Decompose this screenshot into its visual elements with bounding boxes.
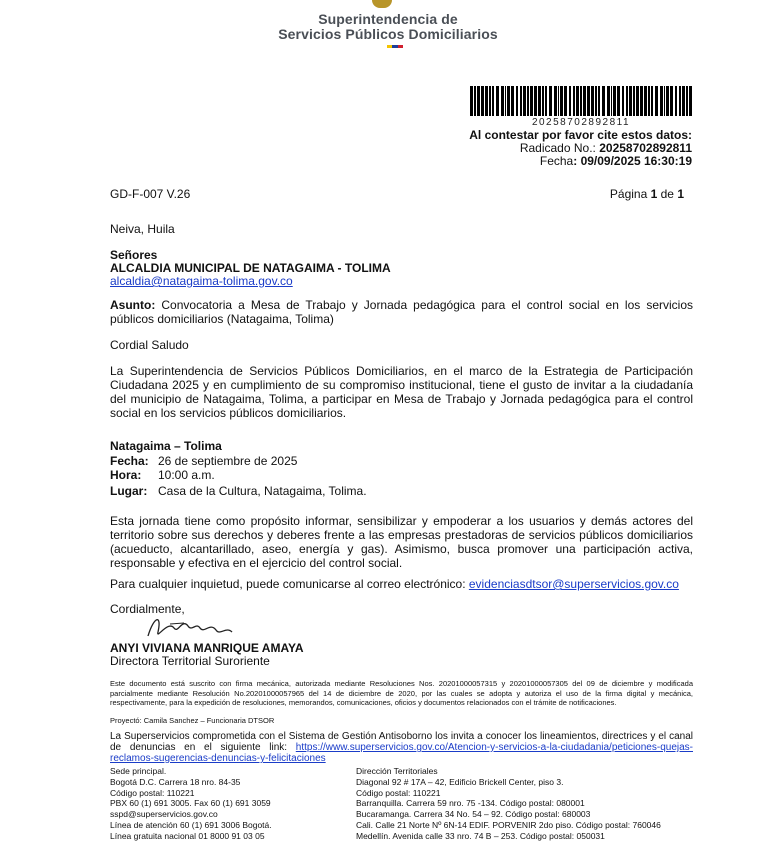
subject xyxy=(110,298,693,326)
contact-line xyxy=(110,577,679,591)
barcode-bar xyxy=(554,86,557,116)
barcode-bar xyxy=(622,86,624,116)
barcode-bar xyxy=(523,86,526,116)
footer-right xyxy=(356,766,696,842)
barcode xyxy=(470,86,692,116)
barcode-bar xyxy=(573,86,575,116)
barcode-bar xyxy=(580,86,582,116)
footer-right-line: Código postal: 110221 xyxy=(356,787,441,798)
barcode-bar xyxy=(587,86,590,116)
barcode-bar xyxy=(602,86,605,116)
barcode-bar xyxy=(538,86,541,116)
barcode-bar xyxy=(598,86,600,116)
barcode-bar xyxy=(481,86,484,116)
page-number xyxy=(610,187,684,201)
barcode-bar xyxy=(651,86,653,116)
fecha-line xyxy=(540,154,692,168)
event-date-row xyxy=(110,454,297,468)
barcode-bar xyxy=(511,86,514,116)
greeting: Cordial Saludo xyxy=(110,338,189,352)
footer-left-line: PBX 60 (1) 691 3005. Fax 60 (1) 691 3059 xyxy=(110,798,271,809)
barcode-bar xyxy=(686,86,688,116)
flag-stripe xyxy=(387,45,403,48)
barcode-bar xyxy=(629,86,632,116)
subject-label: Asunto: xyxy=(110,298,156,312)
event-place: Casa de la Cultura, Natagaima, Tolima. xyxy=(158,484,367,498)
barcode-bar xyxy=(527,86,529,116)
barcode-bar xyxy=(534,86,537,116)
event-place-row xyxy=(110,484,367,498)
barcode-bar xyxy=(591,86,594,116)
barcode-bar xyxy=(636,86,639,116)
antibribery-notice xyxy=(110,731,693,764)
event-date-label: Fecha: xyxy=(110,454,149,468)
barcode-bar xyxy=(682,86,685,116)
footer-left xyxy=(110,766,346,842)
barcode-bar xyxy=(520,86,522,116)
barcode-bar xyxy=(505,86,506,116)
barcode-bar xyxy=(474,86,476,116)
barcode-bar xyxy=(477,86,480,116)
body-paragraph-1: La Superintendencia de Servicios Públicos Domiciliarios, en el marco de la Estrategia de Participación Ciudadana 2025 y en cumplimiento de su compromiso institucional, tiene el gusto de invitar a la ciudadanía del municipio de Natagaima, Tolima, a participar en Mesa de Trabajo y Jornada pedagógica para el control social en los servicios públicos domiciliarios. xyxy=(110,364,693,420)
page-of: de xyxy=(657,187,678,201)
barcode-bar xyxy=(660,86,663,116)
closing: Cordialmente, xyxy=(110,602,185,616)
barcode-bar xyxy=(664,86,665,116)
radicado-label: Radicado No.: xyxy=(519,141,600,155)
fecha-value: : 09/09/2025 16:30:19 xyxy=(573,154,692,168)
barcode-bar xyxy=(617,86,620,116)
footer-left-line: Línea gratuita nacional 01 8000 91 03 05 xyxy=(110,830,265,841)
coat-of-arms-icon xyxy=(372,0,392,8)
footer-right-line: Diagonal 92 # 17A – 42, Edificio Brickell Center, piso 3. xyxy=(356,776,564,787)
barcode-bar xyxy=(549,86,552,116)
citation-prompt: Al contestar por favor cite estos datos: xyxy=(469,128,692,142)
page-label: Página xyxy=(609,187,651,201)
page-total: 1 xyxy=(677,187,684,201)
barcode-bar xyxy=(569,86,571,116)
org-name-line1: Superintendencia de xyxy=(318,11,458,27)
footer-left-line: sspd@superservicios.gov.co xyxy=(110,809,218,820)
footer-right-line: Medellín. Avenida calle 33 nro. 74 B – 253. Código postal: 050031 xyxy=(356,830,605,841)
barcode-bar xyxy=(501,86,504,116)
barcode-bar xyxy=(470,86,473,116)
barcode-bar xyxy=(655,86,658,116)
event-date: 26 de septiembre de 2025 xyxy=(158,454,298,468)
recipient-name: ALCALDIA MUNICIPAL DE NATAGAIMA - TOLIMA xyxy=(110,261,391,275)
barcode-bar xyxy=(542,86,544,116)
barcode-bar xyxy=(516,86,518,116)
recipient-email-link[interactable]: alcaldia@natagaima-tolima.gov.co xyxy=(110,274,293,288)
footer-right-line: Dirección Territoriales xyxy=(356,766,438,776)
form-code: GD-F-007 V.26 xyxy=(110,187,191,201)
contact-text: Para cualquier inquietud, puede comunicarse al correo electrónico: xyxy=(110,577,469,591)
barcode-bar xyxy=(689,86,692,116)
subject-text: Convocatoria a Mesa de Trabajo y Jornada pedagógica para el control social en los servicios públicos domiciliarios (Natagaima, Tolima) xyxy=(110,298,693,326)
page-current: 1 xyxy=(650,187,658,201)
barcode-bar xyxy=(564,86,567,116)
barcode-bar xyxy=(496,86,499,116)
barcode-bar xyxy=(607,86,610,116)
barcode-bar xyxy=(492,86,494,116)
barcode-bar xyxy=(644,86,647,116)
barcode-bar xyxy=(507,86,510,116)
footer-left-line: Código postal: 110221 xyxy=(110,787,195,798)
flag-red xyxy=(398,45,403,48)
org-name-line2: Servicios Públicos Domiciliarios xyxy=(278,26,498,42)
footer-right-line: Cali. Calle 21 Norte Nº 6N-14 EDIF. PORVENIR 2do piso. Código postal: 760046 xyxy=(356,819,661,830)
antibribery-link[interactable]: https://www.superservicios.gov.co/Atencion-y-servicios-a-la-ciudadania/peticiones-quejas-reclamos-sugerencias-denuncias-y-felicitaciones xyxy=(110,742,693,764)
handwritten-signature xyxy=(140,610,240,644)
barcode-bar xyxy=(576,86,579,116)
barcode-bar xyxy=(530,86,533,116)
event-time-label: Hora: xyxy=(110,468,142,482)
barcode-bar xyxy=(675,86,677,116)
barcode-bar xyxy=(666,86,669,116)
legal-note: Este documento está suscrito con firma mecánica, autorizada mediante Resoluciones Nos. 20201000057315 y 20201000057305 del 09 de diciembre y modificada parcialmente mediante Resolución No.20201000057965 del 14 de diciembre de 2020, por las cuales se adopta y autoriza el uso de la firma digital y mecánica, respectivamente, para la expedición de resoluciones, memorandos, comunicaciones, oficios y documentos relacionados con el trámite de notificaciones. xyxy=(110,679,693,707)
footer-right-line: Barranquilla. Carrera 59 nro. 75 -134. Código postal: 080001 xyxy=(356,798,585,809)
place-line: Neiva, Huila xyxy=(110,222,175,236)
barcode-bar xyxy=(633,86,635,116)
footer-left-line: Línea de atención 60 (1) 691 3006 Bogotá. xyxy=(110,819,272,830)
barcode-number: 20258702892811 xyxy=(531,117,631,128)
fecha-label: Fecha xyxy=(539,154,574,168)
signer-name: ANYI VIVIANA MANRIQUE AMAYA xyxy=(110,641,304,655)
barcode-bar xyxy=(489,86,491,116)
barcode-bar xyxy=(626,86,628,116)
radicado-value: 20258702892811 xyxy=(599,141,692,155)
barcode-bar xyxy=(613,86,616,116)
barcode-bar xyxy=(595,86,597,116)
barcode-bar xyxy=(583,86,586,116)
antibribery-text: La Superservicios comprometida con el Sistema de Gestión Antisoborno los invita a conocer los lineamientos, directrices y el canal de denuncias en el siguiente link: xyxy=(110,731,693,753)
barcode-bar xyxy=(560,86,563,116)
barcode-bar xyxy=(611,86,612,116)
barcode-bar xyxy=(679,86,681,116)
projected-by: Proyectó: Camila Sanchez – Funcionaria DTSOR xyxy=(110,716,275,725)
footer-left-line: Sede principal. xyxy=(110,766,167,776)
body-paragraph-2: Esta jornada tiene como propósito informar, sensibilizar y empoderar a los usuarios y demás actores del territorio sobre sus derechos y deberes frente a las empresas prestadoras de servicios públicos domiciliarios (acueducto, alcantarillado, aseo, energía y gas). Asimismo, busca promover una participación activa, responsable y efectiva en el ejercicio del control social. xyxy=(110,514,693,570)
footer-left-line: Bogotá D.C. Carrera 18 nro. 84-35 xyxy=(110,776,241,787)
salutation: Señores xyxy=(110,248,158,262)
barcode-bar xyxy=(648,86,650,116)
barcode-bar xyxy=(485,86,488,116)
signer-role: Directora Territorial Suroriente xyxy=(110,654,270,668)
event-title: Natagaima – Tolima xyxy=(110,439,222,453)
barcode-bar xyxy=(545,86,547,116)
barcode-bar xyxy=(670,86,673,116)
event-place-label: Lugar: xyxy=(110,484,148,498)
event-time: 10:00 a.m. xyxy=(158,468,215,482)
barcode-bar xyxy=(558,86,559,116)
footer-right-line: Bucaramanga. Carrera 34 No. 54 – 92. Código postal: 680003 xyxy=(356,809,591,820)
barcode-bar xyxy=(640,86,643,116)
event-time-row xyxy=(110,468,215,482)
contact-email-link[interactable]: evidenciasdtsor@superservicios.gov.co xyxy=(468,577,679,591)
radicado-line xyxy=(520,141,692,155)
